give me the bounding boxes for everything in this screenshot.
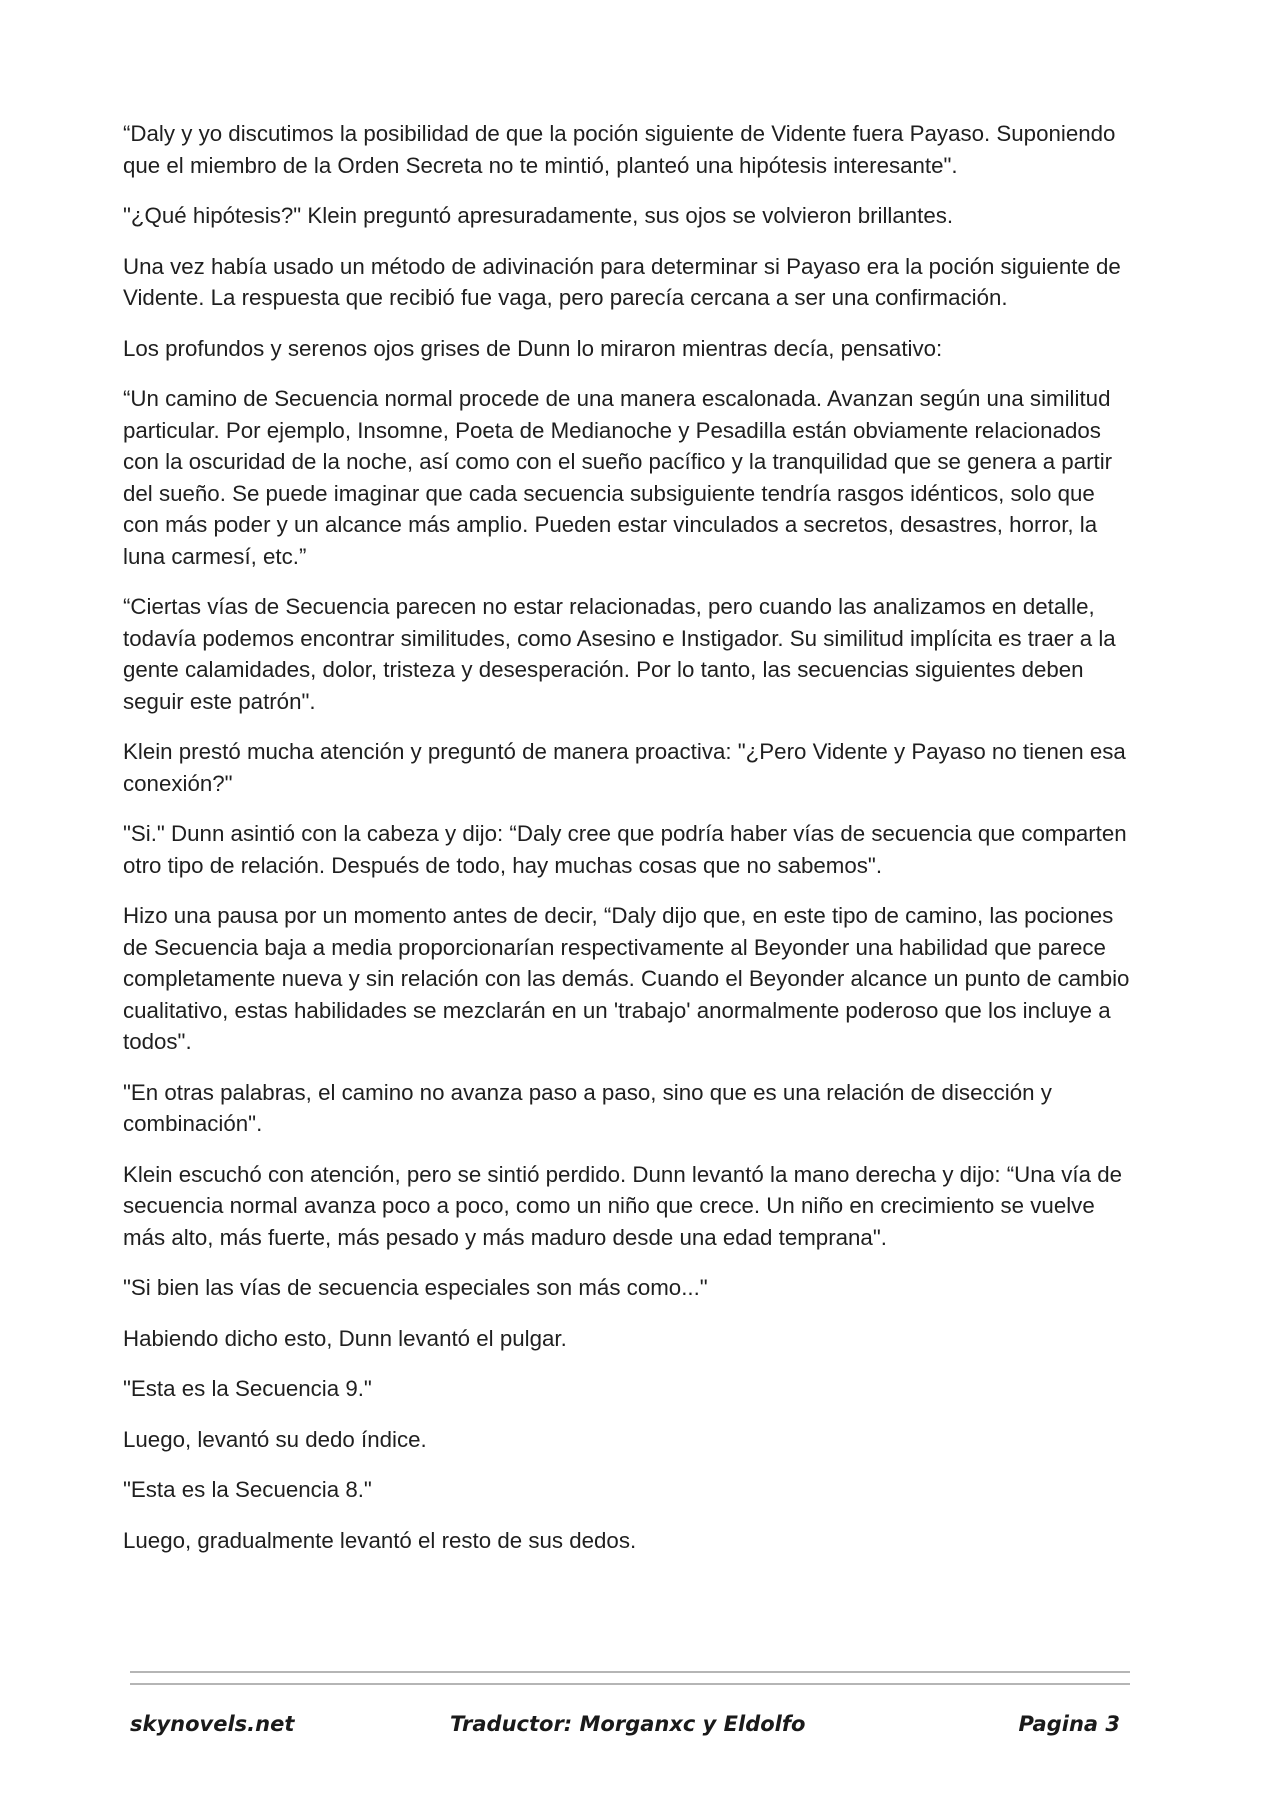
paragraph-5: “Un camino de Secuencia normal procede de una manera escalonada. Avanzan según una similitud particular. Por ejemplo, Insomne, Poeta de Medianoche y Pesadilla están obviamente relacionados con la oscuridad de la noche, así como con el sueño pacífico y la tranquilidad que se genera a partir del sueño. Se puede imaginar que cada secuencia subsiguiente tendría rasgos idénticos, solo que con más poder y un alcance más amplio. Pueden estar vinculados a secretos, desastres, horror, la luna carmesí, etc.”: [123, 386, 1113, 569]
paragraph-11: Klein escuchó con atención, pero se sintió perdido. Dunn levantó la mano derecha y dijo: “Una vía de secuencia normal avanza poco a poco, como un niño que crece. Un niño en crecimiento se vuelve más alto, más fuerte, más pesado y más maduro desde una edad temprana".: [123, 1161, 1123, 1250]
paragraph-4: Los profundos y serenos ojos grises de Dunn lo miraron mientras decía, pensativo:: [123, 335, 943, 361]
paragraph-6: “Ciertas vías de Secuencia parecen no estar relacionadas, pero cuando las analizamos en detalle, todavía podemos encontrar similitudes, como Asesino e Instigador. Su similitud implícita es traer a la gente calamidades, dolor, tristeza y desesperación. Por lo tanto, las secuencias siguientes deben seguir este patrón".: [123, 594, 1116, 714]
paragraph-1: “Daly y yo discutimos la posibilidad de que la poción siguiente de Vidente fuera Payaso. Suponiendo que el miembro de la Orden Secreta no te mintió, planteó una hipótesis interesante".: [123, 121, 1116, 178]
footer-site: skynovels.net: [130, 1712, 295, 1736]
footer-divider-top: [130, 1671, 1130, 1673]
paragraph-16: "Esta es la Secuencia 8.": [123, 1477, 372, 1502]
paragraph-9: Hizo una pausa por un momento antes de decir, “Daly dijo que, en este tipo de camino, las pociones de Secuencia baja a media proporcionarían respectivamente al Beyonder una habilidad que parece completamente nueva y sin relación con las demás. Cuando el Beyonder alcance un punto de cambio cualitativo, estas habilidades se mezclarán en un 'trabajo' anormalmente poderoso que los incluye a todos".: [123, 903, 1130, 1054]
paragraph-2: "¿Qué hipótesis?" Klein preguntó apresuradamente, sus ojos se volvieron brillantes.: [123, 203, 954, 228]
paragraph-15: Luego, levantó su dedo índice.: [123, 1426, 427, 1452]
paragraph-13: Habiendo dicho esto, Dunn levantó el pulgar.: [123, 1325, 567, 1351]
paragraph-17: Luego, gradualmente levantó el resto de sus dedos.: [123, 1527, 637, 1553]
footer-translator: Traductor: Morganxc y Eldolfo: [450, 1712, 806, 1736]
footer-divider-bottom: [130, 1683, 1130, 1685]
page-footer: [130, 1712, 1120, 1746]
paragraph-14: "Esta es la Secuencia 9.": [123, 1376, 372, 1401]
paragraph-8: "Si." Dunn asintió con la cabeza y dijo: “Daly cree que podría haber vías de secuencia que comparten otro tipo de relación. Después de todo, hay muchas cosas que no sabemos".: [123, 821, 1127, 878]
paragraph-3: Una vez había usado un método de adivinación para determinar si Payaso era la poción siguiente de Vidente. La respuesta que recibió fue vaga, pero parecía cercana a ser una confirmación.: [123, 253, 1121, 310]
paragraph-7: Klein prestó mucha atención y preguntó de manera proactiva: "¿Pero Vidente y Payaso no tienen esa conexión?": [123, 739, 1126, 796]
paragraph-12: "Si bien las vías de secuencia especiales son más como...": [123, 1275, 708, 1300]
document-body: [123, 118, 1133, 1575]
footer-page-number: Pagina 3: [1018, 1712, 1120, 1736]
paragraph-10: "En otras palabras, el camino no avanza paso a paso, sino que es una relación de disección y combinación".: [123, 1079, 1052, 1136]
